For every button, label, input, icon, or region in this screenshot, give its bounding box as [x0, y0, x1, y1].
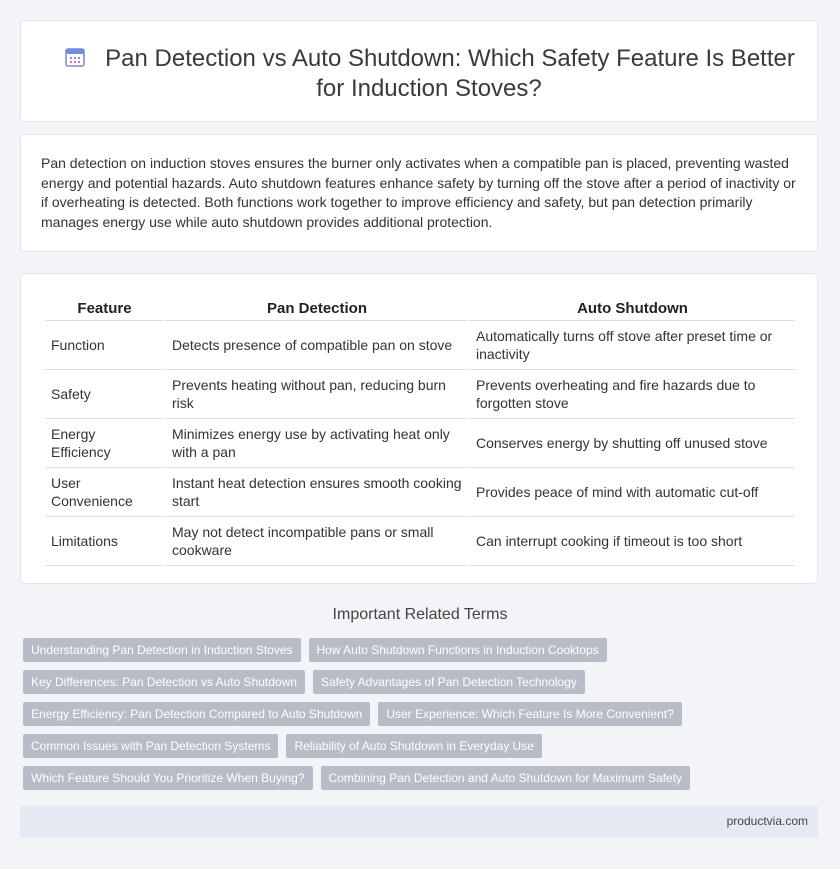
related-term-link[interactable]: Combining Pan Detection and Auto Shutdown for Maximum Safety [321, 766, 691, 790]
header-auto-shutdown: Auto Shutdown [470, 294, 795, 321]
related-term-link[interactable]: How Auto Shutdown Functions in Induction Cooktops [309, 638, 607, 662]
related-term-link[interactable]: User Experience: Which Feature Is More Convenient? [378, 702, 681, 726]
related-terms-row [23, 734, 550, 758]
table-cell: User Convenience [45, 468, 164, 517]
related-terms-heading: Important Related Terms [332, 606, 508, 623]
related-terms-row [23, 766, 698, 790]
related-terms-row [23, 670, 593, 694]
comparison-table [43, 294, 797, 566]
table-cell: Prevents overheating and fire hazards due to forgotten stove [470, 370, 795, 419]
table-cell: Instant heat detection ensures smooth cooking start [166, 468, 468, 517]
table-row [45, 517, 795, 566]
page-title-text: Pan Detection vs Auto Shutdown: Which Safety Feature Is Better for Induction Stoves? [105, 45, 795, 102]
title-wrap [61, 44, 797, 104]
table-cell: Detects presence of compatible pan on stove [166, 321, 468, 370]
footer [20, 806, 818, 838]
header-pan-detection: Pan Detection [166, 294, 468, 321]
related-term-link[interactable]: Understanding Pan Detection in Induction Stoves [23, 638, 301, 662]
table-cell: Automatically turns off stove after preset time or inactivity [470, 321, 795, 370]
table-row [45, 468, 795, 517]
comparison-card [20, 273, 818, 584]
table-cell: Provides peace of mind with automatic cut-off [470, 468, 795, 517]
table-cell: Conserves energy by shutting off unused stove [470, 419, 795, 468]
page-title [61, 44, 797, 104]
related-term-link[interactable]: Energy Efficiency: Pan Detection Compared to Auto Shutdown [23, 702, 370, 726]
table-row [45, 419, 795, 468]
table-cell: Energy Efficiency [45, 419, 164, 468]
related-term-link[interactable]: Common Issues with Pan Detection Systems [23, 734, 278, 758]
table-cell: May not detect incompatible pans or small cookware [166, 517, 468, 566]
table-cell: Limitations [45, 517, 164, 566]
table-row [45, 321, 795, 370]
related-term-link[interactable]: Reliability of Auto Shutdown in Everyday Use [286, 734, 541, 758]
table-cell: Prevents heating without pan, reducing burn risk [166, 370, 468, 419]
intro-paragraph: Pan detection on induction stoves ensures the burner only activates when a compatible pan is placed, preventing wasted energy and potential hazards. Auto shutdown features enhance safety by turning off the stove after a period of inactivity or if overheating is detected. Both functions work together to improve efficiency and safety, but pan detection primarily manages energy use while auto shutdown provides additional protection. [41, 155, 796, 230]
header-feature: Feature [45, 294, 164, 321]
table-cell: Minimizes energy use by activating heat only with a pan [166, 419, 468, 468]
related-term-link[interactable]: Which Feature Should You Prioritize When Buying? [23, 766, 313, 790]
table-cell: Can interrupt cooking if timeout is too short [470, 517, 795, 566]
related-terms-row [23, 702, 690, 726]
footer-site-link[interactable]: productvia.com [726, 814, 808, 828]
intro-card [20, 134, 818, 252]
table-header-row [45, 294, 795, 321]
table-cell: Safety [45, 370, 164, 419]
title-card [20, 20, 818, 122]
table-cell: Function [45, 321, 164, 370]
related-term-link[interactable]: Key Differences: Pan Detection vs Auto Shutdown [23, 670, 305, 694]
related-terms-row [23, 638, 615, 662]
calendar-icon [63, 45, 87, 69]
related-term-link[interactable]: Safety Advantages of Pan Detection Technology [313, 670, 585, 694]
table-row [45, 370, 795, 419]
